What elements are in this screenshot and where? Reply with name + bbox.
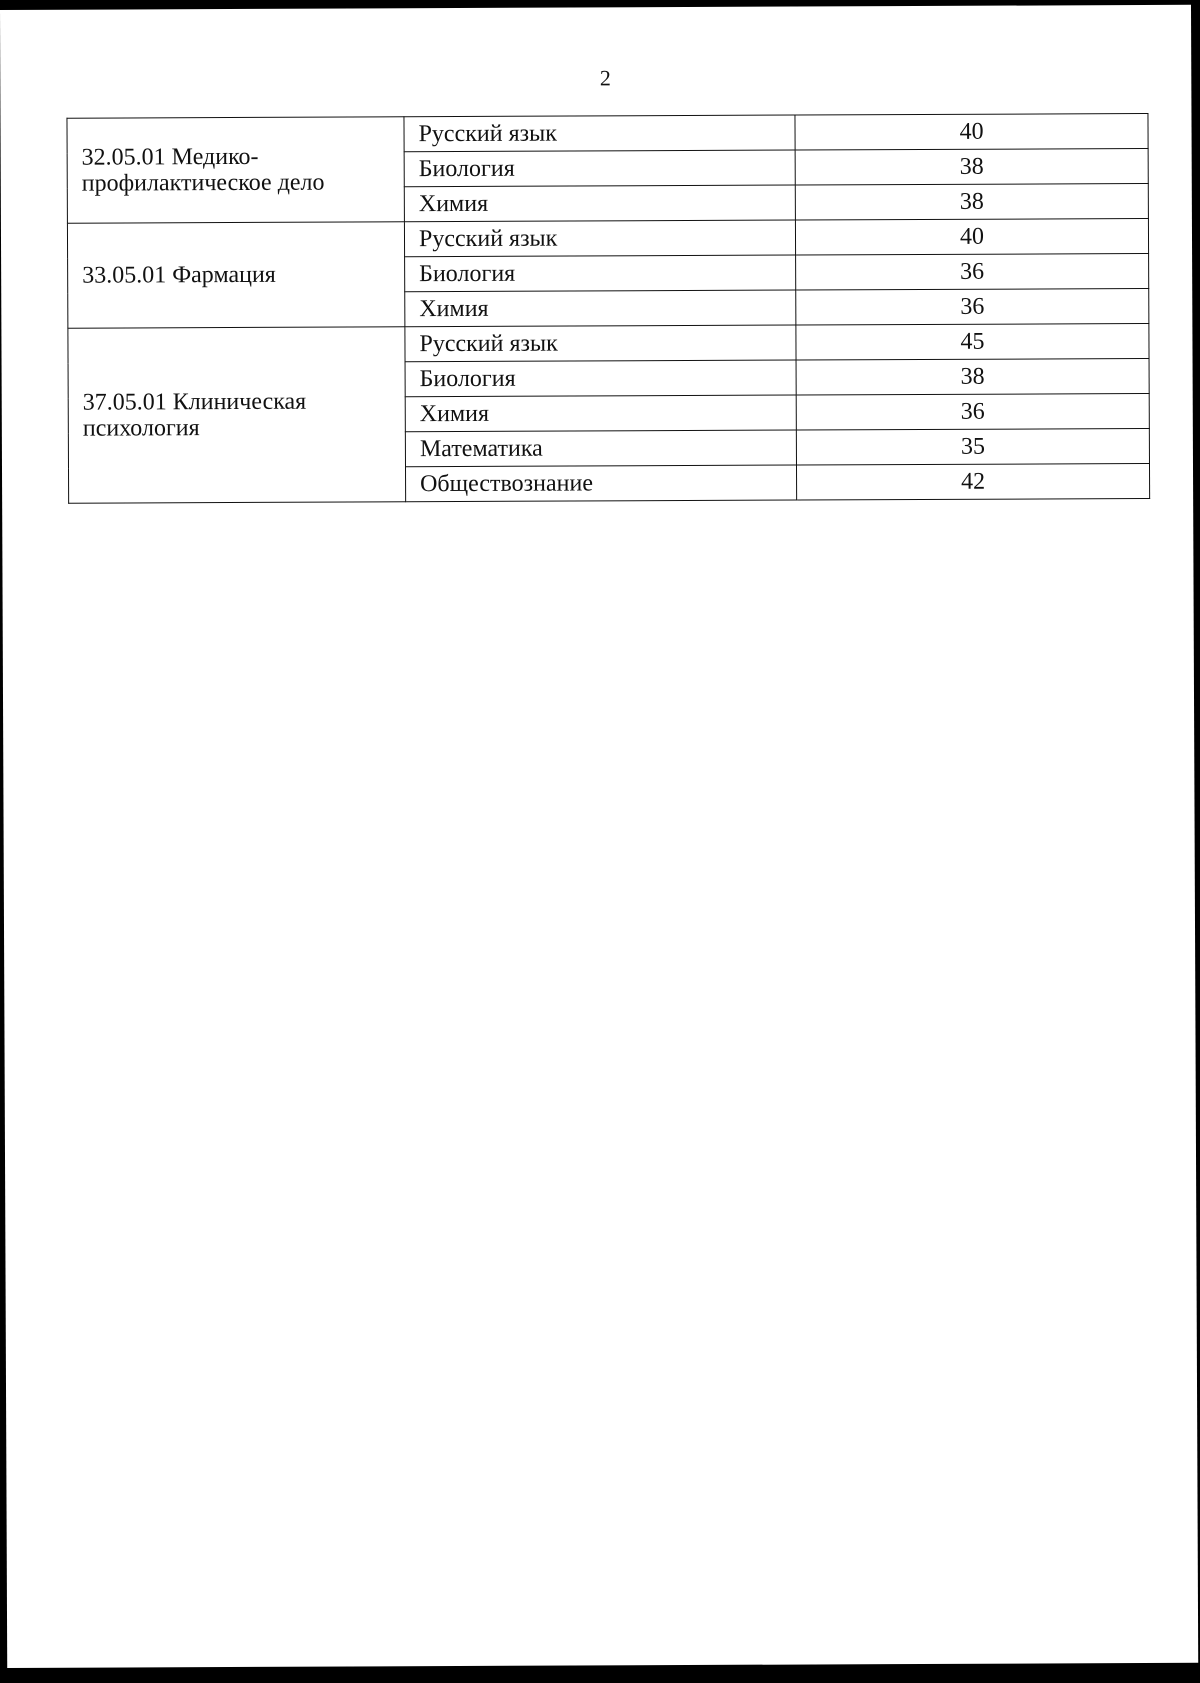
score-cell: 36 [796, 288, 1149, 325]
subject-cell: Биология [405, 255, 796, 292]
score-cell: 45 [796, 323, 1149, 360]
subject-cell: Обществознание [405, 465, 796, 502]
document-page [0, 5, 1198, 1668]
score-cell: 40 [795, 113, 1148, 150]
program-cell: 32.05.01 Медико-профилактическое дело [67, 117, 404, 223]
subject-cell: Русский язык [404, 115, 795, 152]
score-cell: 38 [795, 183, 1148, 220]
table-row [68, 323, 1149, 363]
subject-cell: Химия [405, 290, 796, 327]
table-row [67, 113, 1148, 153]
program-cell: 33.05.01 Фармация [67, 222, 404, 328]
subject-cell: Биология [404, 150, 795, 187]
subject-cell: Химия [405, 395, 796, 432]
score-cell: 35 [796, 428, 1149, 465]
score-cell: 40 [795, 218, 1148, 255]
score-cell: 38 [795, 148, 1148, 185]
score-cell: 36 [796, 393, 1149, 430]
min-scores-table [66, 113, 1150, 504]
page-number: 2 [599, 65, 611, 91]
score-cell: 42 [796, 463, 1149, 500]
subject-cell: Русский язык [405, 325, 796, 362]
program-cell: 37.05.01 Клиническая психология [68, 327, 406, 503]
score-cell: 38 [796, 358, 1149, 395]
subject-cell: Русский язык [404, 220, 795, 257]
score-cell: 36 [796, 253, 1149, 290]
subject-cell: Математика [405, 430, 796, 467]
table-row [67, 218, 1148, 258]
subject-cell: Биология [405, 360, 796, 397]
subject-cell: Химия [404, 185, 795, 222]
